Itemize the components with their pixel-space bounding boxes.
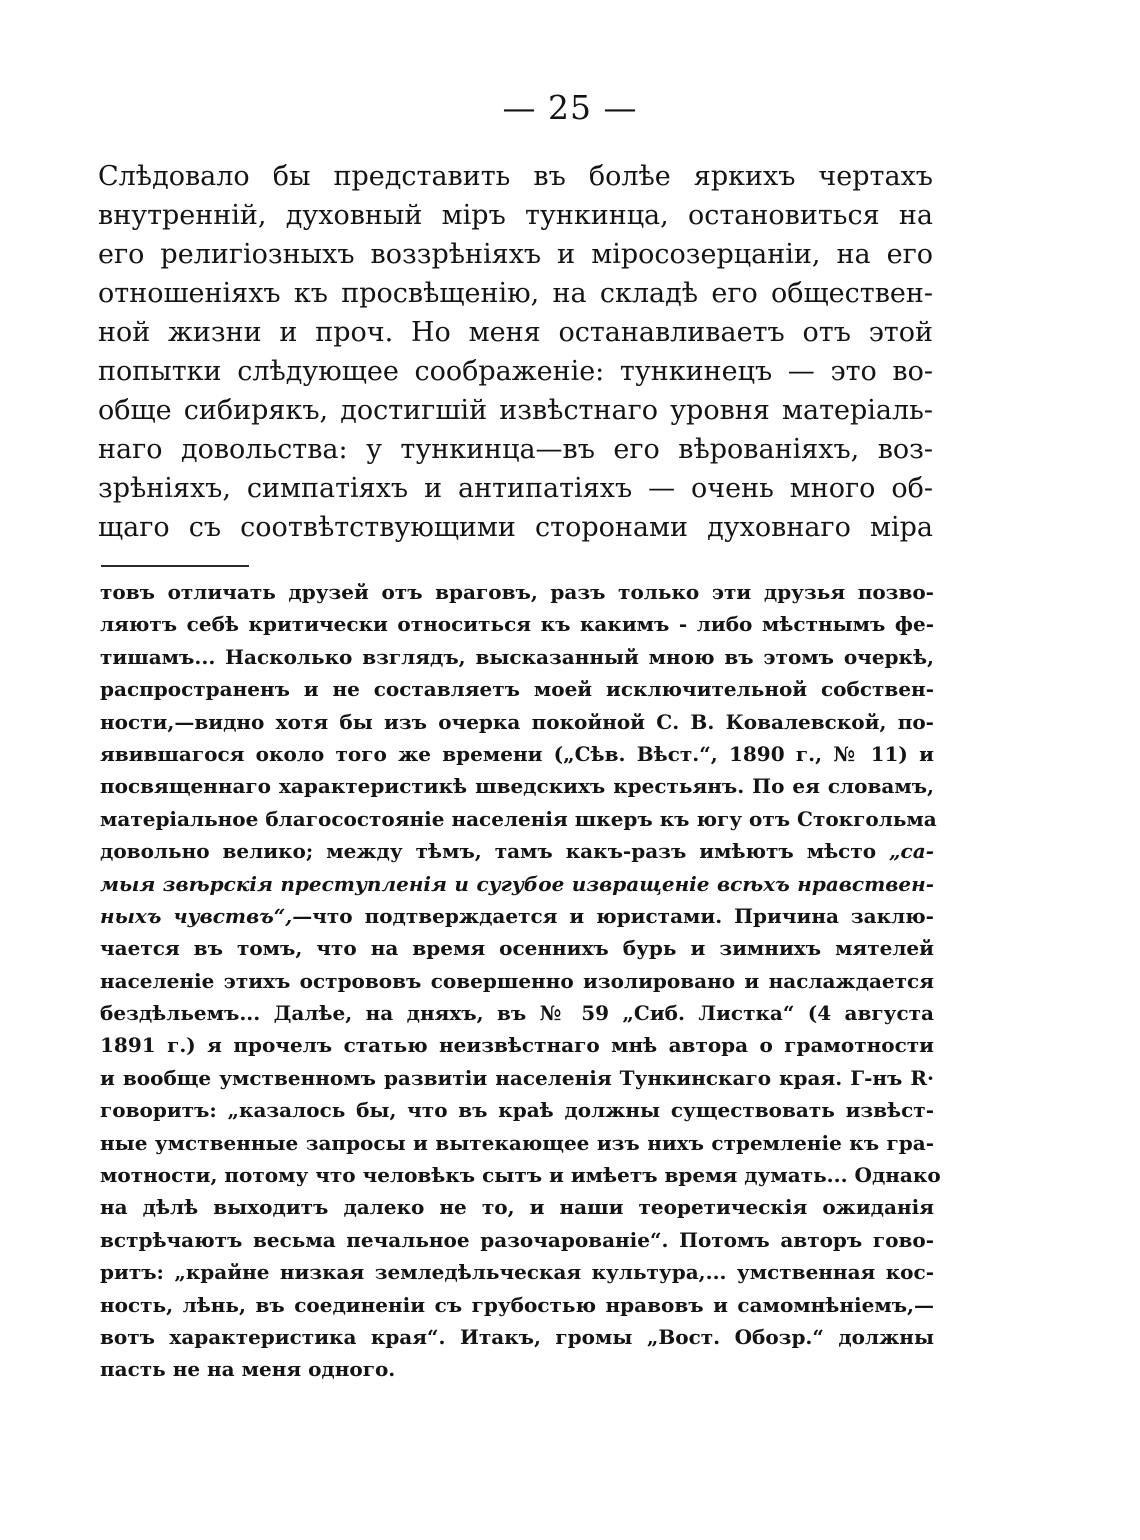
footnote-line: на дѣлѣ выходитъ далеко не то, и наши теоретическія ожиданія	[100, 1195, 934, 1220]
footnote-line: встрѣчаютъ весьма печальное разочарованіе“. Потомъ авторъ гово-	[100, 1227, 934, 1252]
footnote	[100, 576, 941, 1386]
footnote-line: распространенъ и не составляетъ моей исключительной собствен-	[100, 677, 934, 702]
footnote-rule	[101, 565, 249, 567]
main-text-line: Слѣдовало бы представить въ болѣе яркихъ чертахъ	[98, 161, 933, 192]
footnote-line: ныхъ чувствъ“,—что подтверждается и юристами. Причина заклю-	[100, 903, 934, 928]
footnote-line: мотности, потому что человѣкъ сытъ и имѣетъ время думать... Однако	[100, 1163, 941, 1188]
main-text-line: попытки слѣдующее соображеніе: тункинецъ — это во-	[98, 356, 933, 387]
footnote-line: ности,—видно хотя бы изъ очерка покойной С. В. Ковалевской, по-	[100, 709, 934, 734]
footnote-line: товъ отличать друзей отъ враговъ, разъ только эти друзья позво-	[100, 580, 934, 604]
footnote-line: бездѣльемъ... Далѣе, на дняхъ, въ № 59 „Сиб. Листка“ (4 августа	[100, 1001, 934, 1026]
main-text-line: внутренній, духовный міръ тункинца, остановиться на	[98, 200, 933, 231]
main-text-line: наго довольства: у тункинца—въ его вѣрованіяхъ, воз-	[98, 434, 933, 465]
footnote-line: ные умственные запросы и вытекающее изъ нихъ стремленіе къ гра-	[100, 1130, 934, 1155]
footnote-line: пасть не на меня одного.	[100, 1357, 396, 1382]
footnote-italic-quote: мыя звѣрскія преступленія и сугубое извращеніе всѣхъ нравствен-	[100, 871, 934, 896]
footnote-line	[100, 868, 934, 900]
main-text-line: ной жизни и проч. Но меня останавливаетъ отъ этой	[98, 317, 933, 348]
footnote-line: 1891 г.) я прочелъ статью неизвѣстнаго мнѣ автора о грамотности	[100, 1033, 934, 1058]
footnote-line: ность, лѣнь, въ соединеніи съ грубостью нравовъ и самомнѣніемъ,—	[100, 1292, 934, 1317]
main-text	[98, 157, 933, 547]
main-text-line: щаго съ соотвѣтствующими сторонами духовнаго міра	[98, 512, 933, 543]
footnote-line: посвященнаго характеристикѣ шведскихъ крестьянъ. По ея словамъ,	[100, 774, 934, 799]
footnote-line: ляютъ себѣ критически относиться къ какимъ - либо мѣстнымъ фе-	[100, 612, 934, 637]
footnote-line: чается въ томъ, что на время осеннихъ бурь и зимнихъ мятелей	[100, 936, 934, 961]
footnote-italic-quote: „са-	[889, 839, 934, 864]
footnote-line: довольно велико; между тѣмъ, тамъ какъ-разъ имѣютъ мѣсто „са-	[100, 839, 934, 864]
footnote-line: тишамъ... Насколько взглядъ, высказанный мною въ этомъ очеркѣ,	[100, 644, 934, 669]
footnote-line: явившагося около того же времени („Сѣв. Вѣст.“, 1890 г., № 11) и	[100, 741, 934, 766]
footnote-italic-quote: ныхъ чувствъ“,	[100, 903, 293, 928]
footnote-line: матеріальное благосостояніе населенія шкеръ къ югу отъ Стокгольма	[100, 806, 937, 831]
footnote-line: вотъ характеристика края“. Итакъ, громы „Вост. Обозр.“ должны	[100, 1324, 934, 1349]
footnote-line: говоритъ: „казалось бы, что въ краѣ должны существовать извѣст-	[100, 1098, 934, 1123]
main-text-line: зрѣніяхъ, симпатіяхъ и антипатіяхъ — очень много об-	[98, 473, 933, 504]
main-text-line: обще сибирякъ, достигшій извѣстнаго уровня матеріаль-	[98, 395, 933, 426]
main-text-line: его религіозныхъ воззрѣніяхъ и міросозерцаніи, на его	[98, 239, 933, 270]
footnote-line: ритъ: „крайне низкая земледѣльческая культура,... умственная кос-	[100, 1260, 934, 1285]
footnote-line: населеніе этихъ острововъ совершенно изолировано и наслаждается	[100, 968, 934, 993]
main-text-line: отношеніяхъ къ просвѣщенію, на складѣ его обществен-	[98, 278, 933, 309]
footnote-line: и вообще умственномъ развитіи населенія Тункинскаго края. Г-нъ R·	[100, 1065, 934, 1090]
page-number: — 25 —	[502, 88, 638, 127]
